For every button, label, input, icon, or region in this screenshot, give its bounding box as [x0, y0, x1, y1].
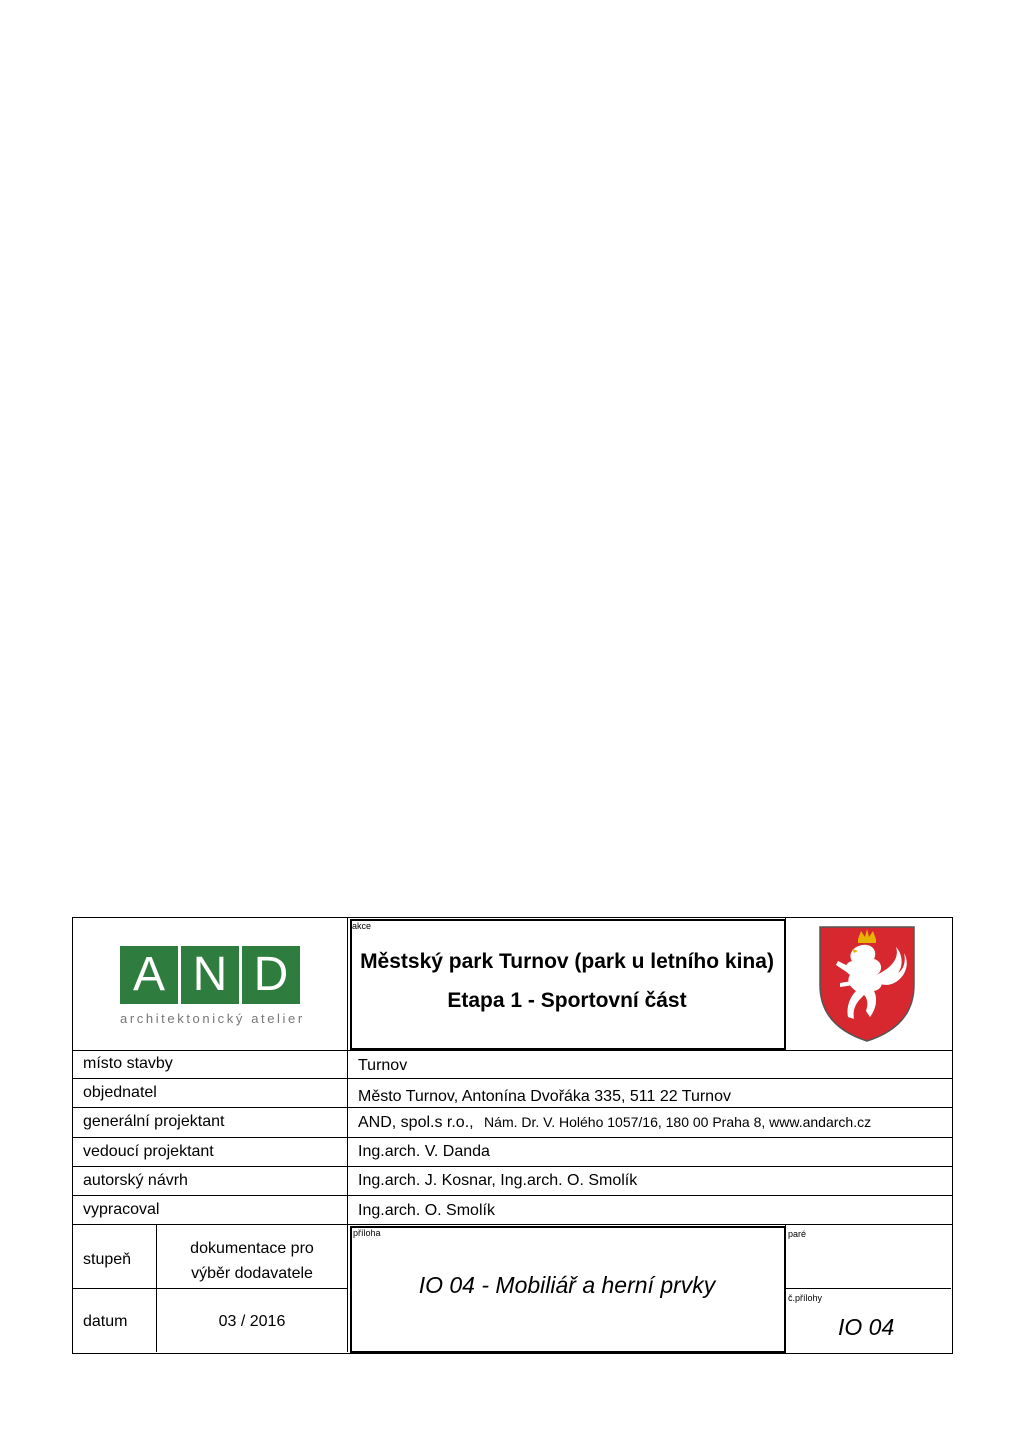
and-logo — [120, 946, 305, 1030]
divider — [72, 1288, 348, 1289]
akce-box — [350, 919, 786, 1050]
row-value: Město Turnov, Antonína Dvořáka 335, 511 22 Turnov — [358, 1088, 731, 1105]
akce-subtitle: Etapa 1 - Sportovní část — [447, 989, 687, 1012]
logo-letter: D — [242, 946, 300, 1004]
row-label: vypracoval — [83, 1201, 160, 1218]
row-value: Ing.arch. V. Danda — [358, 1143, 490, 1160]
divider — [785, 1288, 951, 1289]
c-prilohy-value: IO 04 — [838, 1314, 895, 1340]
divider — [72, 1166, 952, 1167]
row-value: Ing.arch. O. Smolík — [358, 1202, 495, 1219]
divider — [72, 1224, 952, 1225]
datum-value: 03 / 2016 — [218, 1313, 286, 1330]
row-value-address: Nám. Dr. V. Holého 1057/16, 180 00 Praha 8, www.andarch.cz — [484, 1114, 872, 1130]
datum-label: datum — [83, 1313, 128, 1330]
priloha-value: IO 04 - Mobiliář a herní prvky — [418, 1272, 716, 1298]
logo-letter: N — [181, 946, 239, 1004]
akce-title: Městský park Turnov (park u letního kina) — [360, 950, 774, 973]
divider — [72, 1195, 952, 1196]
logo-subtitle: architektonický atelier — [120, 1011, 305, 1026]
row-label: místo stavby — [83, 1055, 173, 1072]
pare-label: paré — [788, 1229, 807, 1239]
divider — [347, 1050, 348, 1352]
stupen-value-line: dokumentace pro — [190, 1240, 314, 1257]
row-label: objednatel — [83, 1084, 157, 1101]
row-value-company: AND, spol.s r.o., — [358, 1114, 474, 1131]
row-value: Turnov — [358, 1057, 408, 1074]
divider — [347, 917, 348, 1050]
row-label: generální projektant — [83, 1113, 225, 1130]
divider — [72, 1078, 952, 1079]
row-label: autorský návrh — [83, 1172, 188, 1189]
divider — [72, 1050, 952, 1051]
stupen-value — [157, 1236, 347, 1286]
stupen-label: stupeň — [83, 1251, 132, 1268]
row-value — [358, 1114, 871, 1132]
logo-letter: A — [120, 946, 178, 1004]
akce-label: akce — [352, 921, 372, 931]
divider — [72, 1107, 952, 1108]
priloha-label: příloha — [353, 1228, 381, 1238]
c-prilohy-label: č.přílohy — [788, 1293, 823, 1303]
row-value: Ing.arch. J. Kosnar, Ing.arch. O. Smolík — [358, 1172, 638, 1189]
coat-of-arms-icon — [818, 925, 916, 1043]
row-label: vedoucí projektant — [83, 1143, 214, 1160]
stupen-value-line: výběr dodavatele — [191, 1265, 313, 1282]
divider — [72, 1137, 952, 1138]
